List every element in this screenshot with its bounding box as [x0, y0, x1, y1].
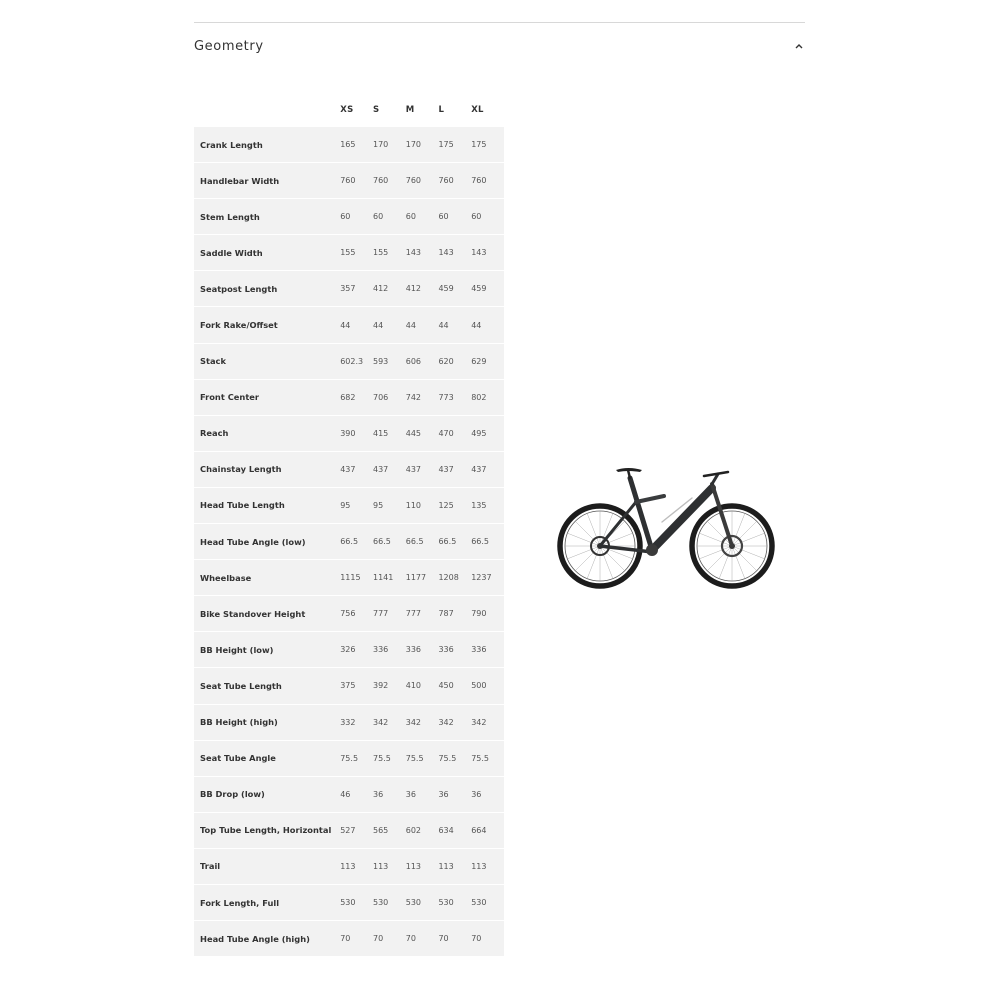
- value-cell-xs: 760: [340, 176, 356, 186]
- geometry-accordion-header[interactable]: [194, 23, 805, 69]
- value-cell-xs: 602.3: [340, 356, 364, 366]
- value-cell-m: 760: [405, 176, 422, 186]
- geometry-table: [194, 93, 504, 957]
- table-row: [194, 127, 504, 163]
- value-cell-m: 44: [405, 320, 416, 330]
- row-label: BB Height (high): [200, 717, 278, 728]
- table-row: [194, 451, 504, 487]
- value-cell-xl: 60: [471, 212, 482, 222]
- value-cell-m: 445: [405, 428, 422, 438]
- value-cell-xl: 437: [471, 464, 487, 474]
- row-label: Top Tube Length, Horizontal: [200, 825, 332, 836]
- value-cell-l: 437: [438, 464, 454, 474]
- row-label: Fork Rake/Offset: [200, 320, 278, 331]
- row-label: Fork Length, Full: [200, 897, 280, 908]
- value-cell-s: 530: [373, 898, 389, 908]
- value-cell-xs: 756: [340, 609, 356, 619]
- value-cell-s: 60: [373, 212, 384, 222]
- value-cell-xl: 459: [471, 284, 487, 294]
- value-cell-m: 36: [405, 789, 416, 799]
- value-cell-xs: 66.5: [340, 537, 359, 547]
- table-row: [194, 848, 504, 884]
- table-row: [194, 776, 504, 812]
- value-cell-xl: 113: [471, 861, 487, 871]
- table-row: [194, 487, 504, 523]
- row-label: Trail: [200, 861, 221, 872]
- row-label: Stem Length: [200, 211, 260, 222]
- value-cell-xs: 95: [340, 500, 351, 510]
- value-cell-xs: 527: [340, 825, 356, 835]
- table-row: [194, 307, 504, 343]
- value-cell-s: 95: [373, 500, 384, 510]
- value-cell-m: 75.5: [405, 753, 424, 763]
- value-cell-xl: 66.5: [471, 537, 490, 547]
- value-cell-s: 706: [373, 392, 389, 402]
- row-label: Seat Tube Length: [200, 680, 282, 691]
- value-cell-xs: 1115: [340, 573, 361, 583]
- size-header-row: [194, 93, 504, 127]
- value-cell-xl: 175: [471, 140, 487, 150]
- value-cell-xl: 802: [471, 392, 487, 402]
- table-row: [194, 271, 504, 307]
- value-cell-l: 175: [438, 140, 454, 150]
- header-blank-cell: [194, 93, 340, 127]
- value-cell-m: 530: [405, 898, 422, 908]
- value-cell-m: 437: [405, 464, 422, 474]
- row-label: BB Height (low): [200, 644, 274, 655]
- value-cell-m: 342: [405, 717, 422, 727]
- value-cell-m: 113: [405, 861, 422, 871]
- table-row: [194, 921, 504, 957]
- value-cell-l: 44: [438, 320, 449, 330]
- row-label: Saddle Width: [200, 247, 263, 258]
- table-row: [194, 560, 504, 596]
- value-cell-s: 36: [373, 789, 384, 799]
- value-cell-xl: 760: [471, 176, 487, 186]
- row-label: BB Drop (low): [200, 789, 265, 800]
- value-cell-xl: 70: [471, 934, 482, 944]
- value-cell-s: 565: [373, 825, 389, 835]
- row-label: Reach: [200, 428, 229, 439]
- value-cell-s: 777: [373, 609, 389, 619]
- value-cell-xl: 44: [471, 320, 482, 330]
- value-cell-l: 336: [438, 645, 454, 655]
- row-label: Head Tube Angle (high): [200, 933, 310, 944]
- row-label: Front Center: [200, 392, 259, 403]
- value-cell-m: 606: [405, 356, 422, 366]
- table-row: [194, 704, 504, 740]
- row-label: Seat Tube Angle: [200, 753, 276, 764]
- value-cell-s: 70: [373, 934, 384, 944]
- value-cell-l: 634: [438, 825, 454, 835]
- value-cell-l: 70: [438, 934, 449, 944]
- value-cell-s: 342: [373, 717, 389, 727]
- value-cell-xs: 530: [340, 898, 356, 908]
- table-row: [194, 343, 504, 379]
- value-cell-xl: 664: [471, 825, 487, 835]
- geometry-title: Geometry: [194, 38, 264, 54]
- value-cell-l: 530: [438, 898, 454, 908]
- size-header-m: M: [405, 105, 415, 115]
- row-label: Crank Length: [200, 139, 263, 150]
- value-cell-s: 113: [373, 861, 389, 871]
- value-cell-xs: 60: [340, 212, 351, 222]
- value-cell-m: 170: [405, 140, 422, 150]
- value-cell-xs: 155: [340, 248, 356, 258]
- value-cell-m: 110: [405, 500, 422, 510]
- size-header-xs: XS: [340, 105, 354, 115]
- value-cell-m: 1177: [405, 573, 427, 583]
- value-cell-xl: 336: [471, 645, 487, 655]
- value-cell-xs: 70: [340, 934, 351, 944]
- value-cell-xs: 326: [340, 645, 356, 655]
- value-cell-xl: 342: [471, 717, 487, 727]
- row-label: Head Tube Angle (low): [200, 536, 306, 547]
- value-cell-l: 620: [438, 356, 454, 366]
- table-row: [194, 596, 504, 632]
- value-cell-m: 412: [405, 284, 422, 294]
- value-cell-l: 342: [438, 717, 454, 727]
- value-cell-xs: 682: [340, 392, 356, 402]
- value-cell-xs: 437: [340, 464, 356, 474]
- value-cell-l: 66.5: [438, 537, 457, 547]
- table-row: [194, 668, 504, 704]
- value-cell-m: 143: [405, 248, 422, 258]
- row-label: Seatpost Length: [200, 283, 278, 294]
- value-cell-l: 143: [438, 248, 454, 258]
- value-cell-xl: 36: [471, 789, 482, 799]
- value-cell-xs: 375: [340, 681, 356, 691]
- value-cell-xs: 390: [340, 428, 356, 438]
- row-label: Bike Standover Height: [200, 608, 306, 619]
- table-row: [194, 199, 504, 235]
- value-cell-xl: 629: [471, 356, 487, 366]
- value-cell-l: 787: [438, 609, 454, 619]
- value-cell-l: 760: [438, 176, 454, 186]
- table-row: [194, 379, 504, 415]
- value-cell-l: 36: [438, 789, 449, 799]
- value-cell-m: 70: [405, 934, 416, 944]
- value-cell-s: 1141: [373, 573, 394, 583]
- table-row: [194, 415, 504, 451]
- value-cell-xl: 790: [471, 609, 487, 619]
- table-row: [194, 524, 504, 560]
- value-cell-l: 113: [438, 861, 454, 871]
- value-cell-xs: 44: [340, 320, 351, 330]
- value-cell-xs: 332: [340, 717, 356, 727]
- value-cell-l: 1208: [438, 573, 459, 583]
- value-cell-xl: 1237: [471, 573, 492, 583]
- size-header-l: L: [438, 105, 445, 115]
- value-cell-l: 470: [438, 428, 454, 438]
- value-cell-xl: 75.5: [471, 753, 490, 763]
- value-cell-s: 66.5: [373, 537, 391, 547]
- value-cell-xs: 46: [340, 789, 351, 799]
- value-cell-xl: 500: [471, 681, 487, 691]
- table-row: [194, 812, 504, 848]
- value-cell-xl: 495: [471, 428, 487, 438]
- value-cell-m: 602: [405, 825, 422, 835]
- row-label: Stack: [200, 356, 226, 367]
- table-row: [194, 235, 504, 271]
- value-cell-xs: 75.5: [340, 753, 359, 763]
- value-cell-m: 336: [405, 645, 422, 655]
- value-cell-l: 125: [438, 500, 454, 510]
- value-cell-xs: 357: [340, 284, 356, 294]
- value-cell-s: 44: [373, 320, 384, 330]
- value-cell-s: 336: [373, 645, 389, 655]
- value-cell-l: 450: [438, 681, 454, 691]
- value-cell-s: 412: [373, 284, 389, 294]
- value-cell-s: 760: [373, 176, 389, 186]
- row-label: Head Tube Length: [200, 500, 285, 511]
- value-cell-xl: 530: [471, 898, 487, 908]
- value-cell-xl: 143: [471, 248, 487, 258]
- table-row: [194, 632, 504, 668]
- value-cell-xl: 135: [471, 500, 487, 510]
- value-cell-s: 392: [373, 681, 389, 691]
- size-header-xl: XL: [471, 105, 484, 115]
- value-cell-l: 75.5: [438, 753, 457, 763]
- mountain-bike-image: [552, 460, 780, 594]
- row-label: Chainstay Length: [200, 464, 282, 475]
- value-cell-m: 66.5: [405, 537, 424, 547]
- table-row: [194, 740, 504, 776]
- value-cell-xs: 113: [340, 861, 356, 871]
- geometry-accordion: [194, 22, 805, 69]
- value-cell-s: 155: [373, 248, 389, 258]
- value-cell-s: 75.5: [373, 753, 391, 763]
- value-cell-s: 593: [373, 356, 389, 366]
- row-label: Handlebar Width: [200, 175, 280, 186]
- row-label: Wheelbase: [200, 572, 252, 583]
- value-cell-m: 60: [405, 212, 416, 222]
- size-header-s: S: [373, 105, 380, 115]
- value-cell-s: 437: [373, 464, 389, 474]
- table-row: [194, 163, 504, 199]
- value-cell-s: 170: [373, 140, 389, 150]
- value-cell-m: 410: [405, 681, 422, 691]
- value-cell-l: 60: [438, 212, 449, 222]
- chevron-up-icon[interactable]: [794, 41, 804, 51]
- value-cell-xs: 165: [340, 140, 356, 150]
- value-cell-l: 773: [438, 392, 454, 402]
- value-cell-s: 415: [373, 428, 389, 438]
- value-cell-l: 459: [438, 284, 454, 294]
- geometry-table-body: [194, 127, 504, 957]
- value-cell-m: 777: [405, 609, 422, 619]
- value-cell-m: 742: [405, 392, 422, 402]
- table-row: [194, 884, 504, 920]
